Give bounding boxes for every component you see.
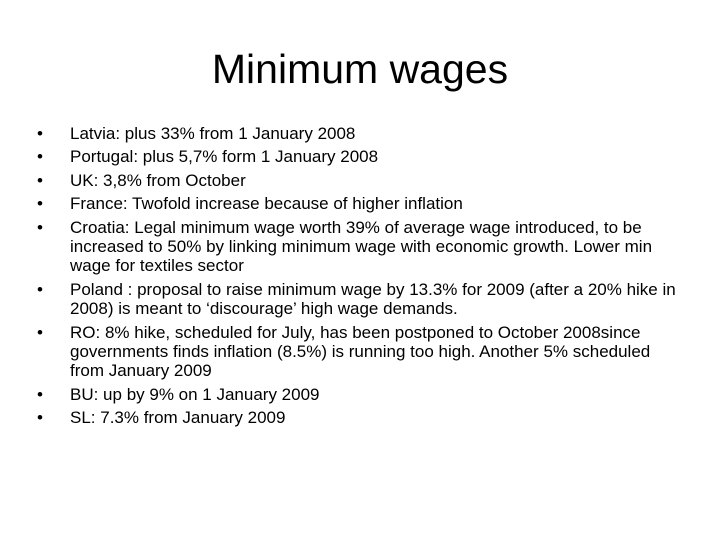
bullet-icon: • bbox=[37, 170, 43, 190]
list-item-croatia bbox=[37, 218, 677, 276]
bullet-icon: • bbox=[37, 217, 43, 237]
list-item-ro bbox=[37, 323, 677, 381]
list-item-sl bbox=[37, 408, 677, 427]
bullet-list bbox=[37, 124, 677, 432]
list-item-text: UK: 3,8% from October bbox=[70, 170, 246, 190]
list-item-text: Croatia: Legal minimum wage worth 39% of average wage introduced, to be increased to 50% by linking minimum wage with economic growth. Lower min wage for textiles sector bbox=[70, 217, 653, 276]
list-item-uk bbox=[37, 171, 677, 190]
list-item-text: BU: up by 9% on 1 January 2009 bbox=[70, 384, 320, 404]
list-item-portugal bbox=[37, 147, 677, 166]
bullet-icon: • bbox=[37, 194, 43, 214]
list-item-text: Poland : proposal to raise minimum wage by 13.3% for 2009 (after a 20% hike in 2008) is meant to ‘discourage’ high wage demands. bbox=[70, 279, 676, 319]
list-item-text: Latvia: plus 33% from 1 January 2008 bbox=[70, 124, 356, 143]
list-item-france bbox=[37, 194, 677, 213]
bullet-icon: • bbox=[37, 279, 43, 299]
bullet-icon: • bbox=[37, 322, 43, 342]
bullet-icon: • bbox=[37, 408, 43, 428]
list-item-bu bbox=[37, 385, 677, 404]
bullet-icon: • bbox=[37, 124, 43, 143]
bullet-icon: • bbox=[37, 384, 43, 404]
bullet-icon: • bbox=[37, 147, 43, 167]
slide-title: Minimum wages bbox=[211, 46, 509, 92]
list-item-poland bbox=[37, 280, 677, 319]
list-item-text: SL: 7.3% from January 2009 bbox=[70, 408, 286, 428]
list-item-latvia bbox=[37, 124, 677, 143]
list-item-text: Portugal: plus 5,7% form 1 January 2008 bbox=[70, 147, 379, 167]
list-item-text: France: Twofold increase because of higher inflation bbox=[70, 194, 463, 214]
list-item-text: RO: 8% hike, scheduled for July, has been postponed to October 2008since governments finds inflation (8.5%) is running too high. Another 5% scheduled from January 2009 bbox=[70, 322, 651, 381]
